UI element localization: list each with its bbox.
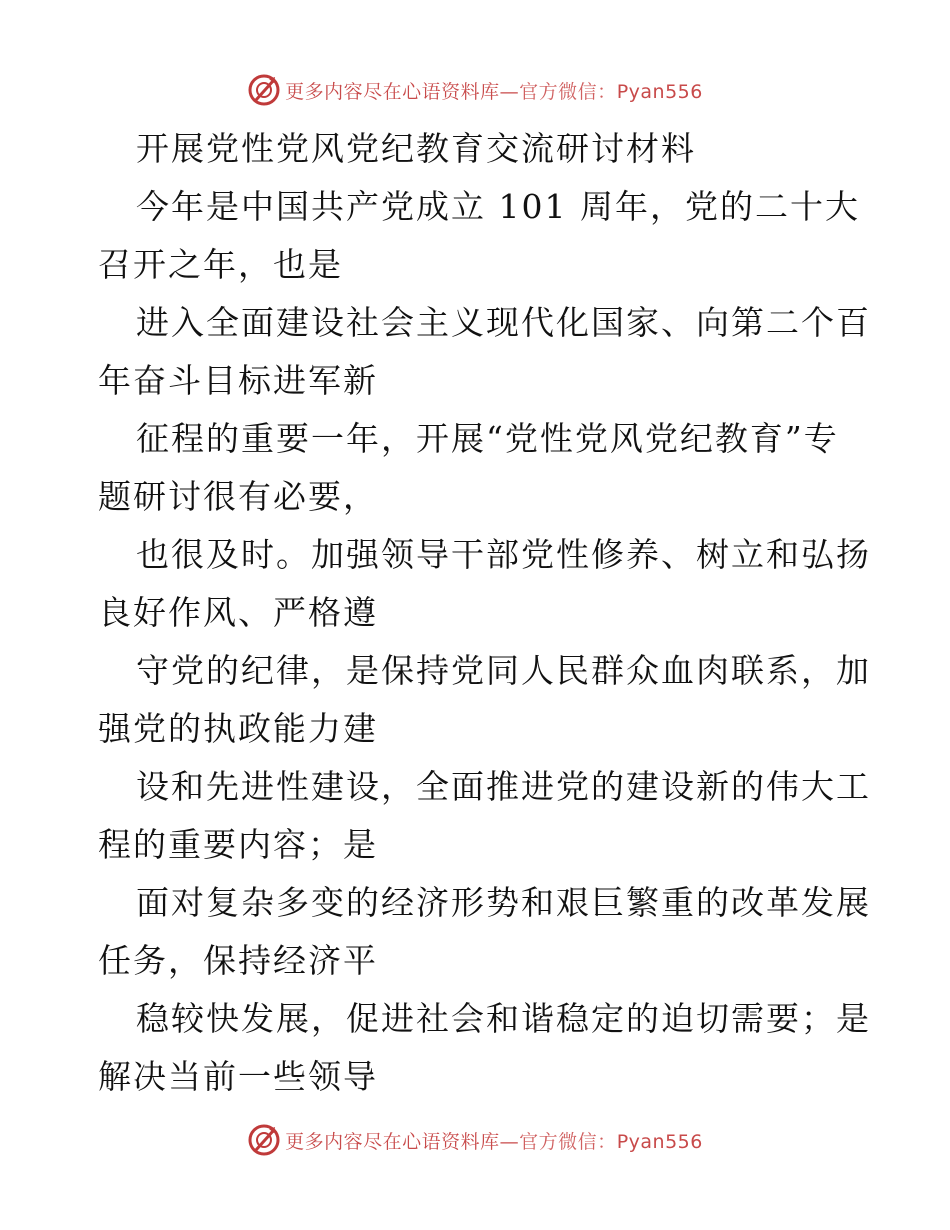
header-watermark-banner [0, 70, 950, 110]
text-line: 程的重要内容；是 [98, 825, 378, 864]
text-line: 年奋斗目标进军新 [98, 361, 378, 400]
banner-text [285, 1127, 703, 1154]
banner-wechat-label: 官方微信： [519, 80, 617, 103]
text-line: 今年是中国共产党成立 101 周年，党的二十大 [136, 187, 860, 226]
banner-main-text: 更多内容尽在心语资料库 [285, 1130, 500, 1153]
text-line: 守党的纪律，是保持党同人民群众血肉联系，加 [136, 651, 871, 690]
text-line: 面对复杂多变的经济形势和艰巨繁重的改革发展 [136, 883, 871, 922]
text-line: 征程的重要一年，开展“党性党风党纪教育”专 [136, 419, 839, 458]
banner-text [285, 77, 703, 104]
text-line: 题研讨很有必要， [98, 477, 378, 516]
text-line: 良好作风、严格遵 [98, 593, 378, 632]
text-line: 召开之年，也是 [98, 245, 343, 284]
text-line: 任务，保持经济平 [98, 941, 378, 980]
banner-separator: — [499, 1130, 520, 1153]
banner-wechat-label: 官方微信： [519, 1130, 617, 1153]
footer-watermark-banner [0, 1120, 950, 1160]
text-line: 稳较快发展，促进社会和谐稳定的迫切需要；是 [136, 999, 871, 1038]
text-line: 设和先进性建设，全面推进党的建设新的伟大工 [136, 767, 871, 806]
banner-wechat-id: Pyan556 [616, 1130, 703, 1153]
banner-main-text: 更多内容尽在心语资料库 [285, 80, 500, 103]
banner-wechat-id: Pyan556 [616, 80, 703, 103]
logo-icon [247, 73, 281, 107]
document-title: 开展党性党风党纪教育交流研讨材料 [136, 129, 696, 168]
banner-separator: — [499, 80, 520, 103]
document-body [98, 120, 871, 1106]
text-line: 强党的执政能力建 [98, 709, 378, 748]
logo-icon [247, 1123, 281, 1157]
text-line: 也很及时。加强领导干部党性修养、树立和弘扬 [136, 535, 871, 574]
text-line: 解决当前一些领导 [98, 1057, 378, 1096]
text-line: 进入全面建设社会主义现代化国家、向第二个百 [136, 303, 871, 342]
